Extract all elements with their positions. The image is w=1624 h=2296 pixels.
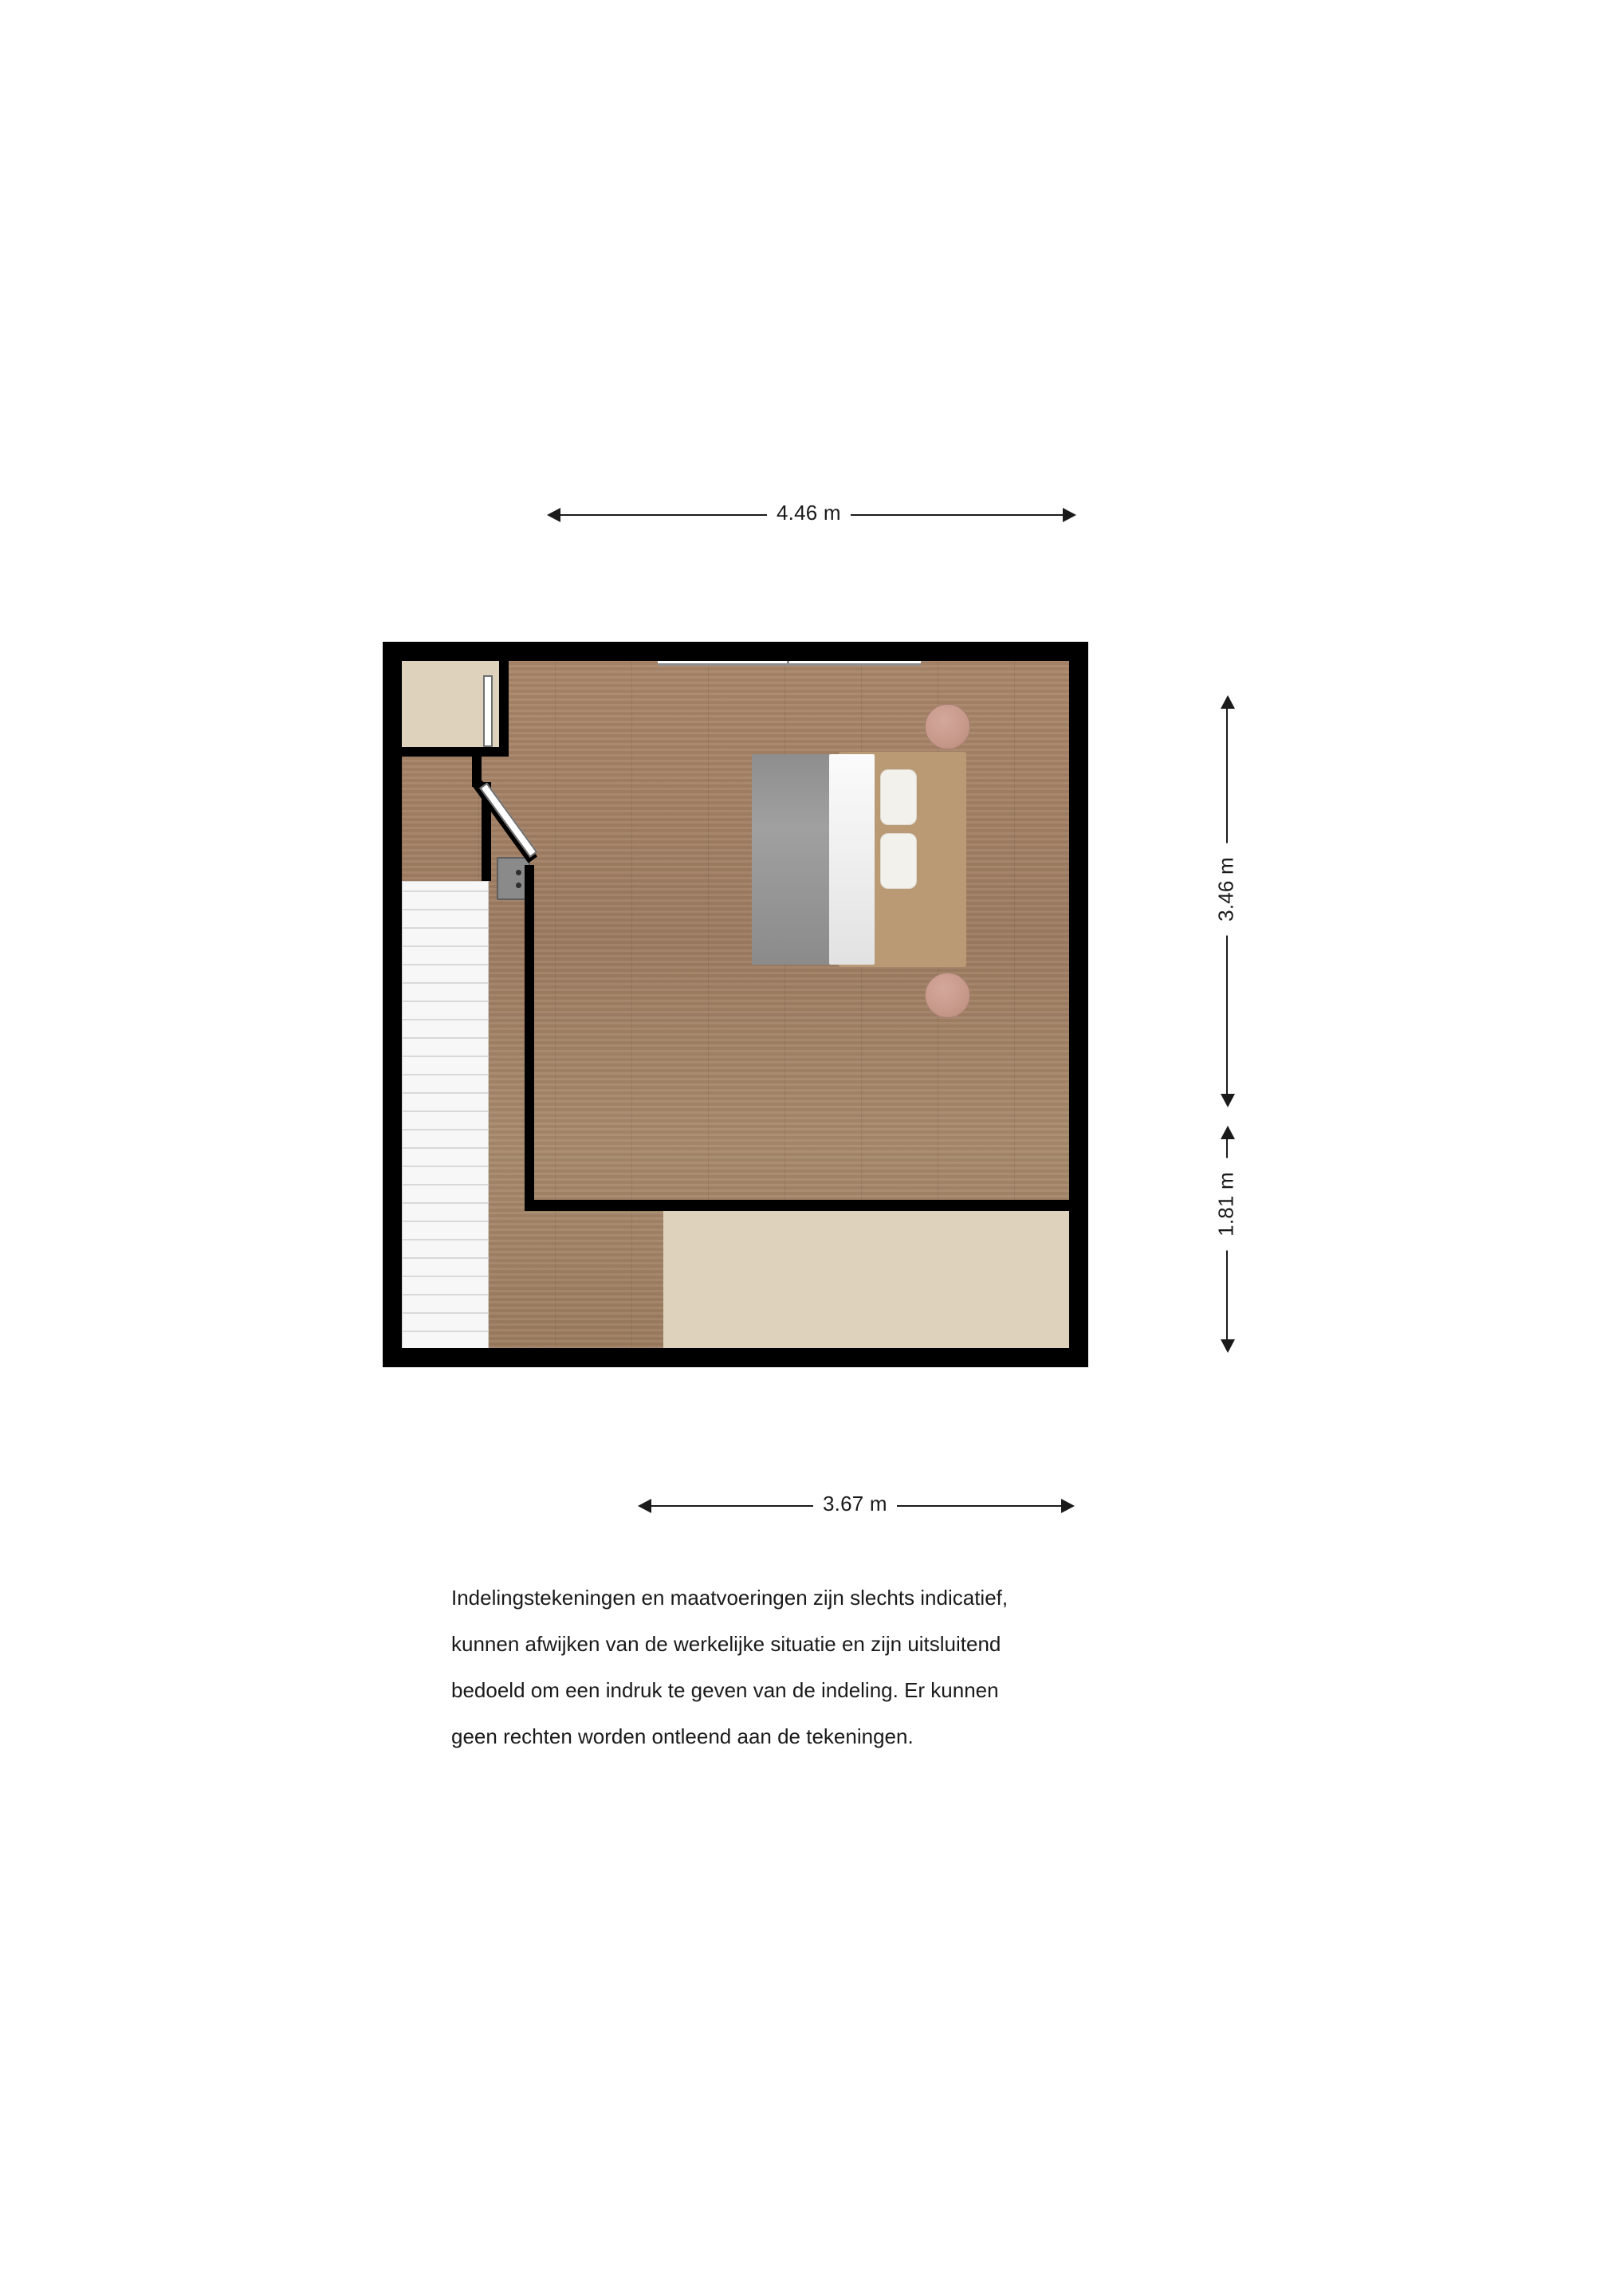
interior-wall-storage-bottom bbox=[402, 747, 509, 757]
dimension-right-lower-arrow-up bbox=[1221, 1126, 1235, 1139]
interior-wall-hall-lower bbox=[525, 865, 534, 1016]
dimension-top-arrow-right bbox=[1063, 508, 1076, 522]
pillow-top bbox=[880, 769, 917, 825]
room-storage-bottom-right-floor bbox=[663, 1205, 1069, 1348]
nightstand-top bbox=[925, 704, 970, 749]
door-left-leaf[interactable] bbox=[483, 675, 493, 747]
disclaimer-line-2: kunnen afwijken van de werkelijke situatie en zijn uitsluitend bbox=[451, 1631, 1001, 1656]
dimension-right-lower-arrow-down bbox=[1221, 1339, 1235, 1353]
floorplan-drawing[interactable] bbox=[383, 642, 1088, 1367]
nightstand-bottom bbox=[925, 973, 970, 1018]
dimension-bottom-arrow-right bbox=[1061, 1499, 1075, 1513]
disclaimer bbox=[451, 1586, 1105, 1771]
cabinet-knob-bottom bbox=[516, 883, 521, 888]
interior-wall-bottom-room-left bbox=[525, 1015, 534, 1211]
exterior-wall-bottom bbox=[383, 1348, 1088, 1367]
dimension-right-upper-arrow-up bbox=[1221, 695, 1235, 709]
dimension-bottom-label: 3.67 m bbox=[813, 1492, 897, 1516]
interior-wall-storage-right bbox=[499, 661, 509, 757]
bed-duvet-white bbox=[829, 754, 875, 965]
interior-wall-bottom-room-top bbox=[525, 1200, 1069, 1211]
disclaimer-line-4: geen rechten worden ontleend aan de tekeningen. bbox=[451, 1724, 914, 1748]
exterior-wall-right bbox=[1069, 642, 1088, 1367]
dimension-right-upper-arrow-down bbox=[1221, 1094, 1235, 1107]
disclaimer-line-1: Indelingstekeningen en maatvoeringen zijn slechts indicatief, bbox=[451, 1586, 1009, 1610]
dimension-top-label: 4.46 m bbox=[767, 501, 851, 525]
exterior-wall-left bbox=[383, 642, 402, 1367]
dimension-top-arrow-left bbox=[547, 508, 560, 522]
dimension-right-upper-label: 3.46 m bbox=[1214, 843, 1239, 936]
stairs bbox=[402, 881, 489, 1350]
dimension-bottom-arrow-left bbox=[638, 1499, 651, 1513]
exterior-wall-top bbox=[383, 642, 1088, 661]
dimension-right-lower-label: 1.81 m bbox=[1214, 1158, 1239, 1251]
cabinet-knob-top bbox=[516, 870, 521, 875]
pillow-bottom bbox=[880, 833, 917, 889]
disclaimer-line-3: bedoeld om een indruk te geven van de indeling. Er kunnen bbox=[451, 1677, 999, 1702]
